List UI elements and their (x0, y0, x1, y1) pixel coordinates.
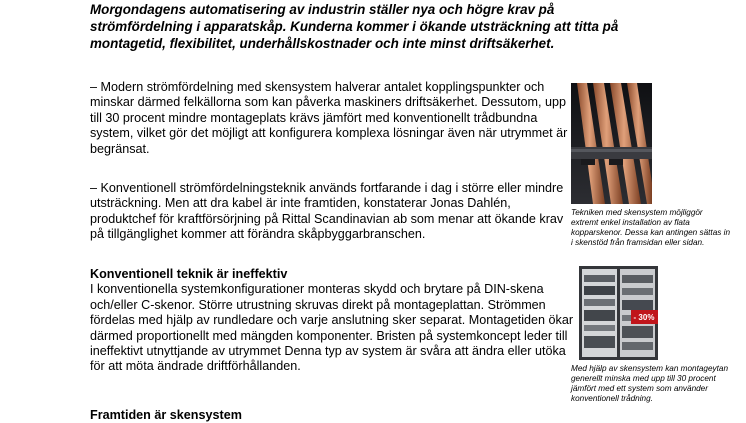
figure-caption-2 (571, 364, 731, 404)
lead-paragraph (90, 1, 650, 52)
busbar-photo (571, 83, 652, 204)
section-heading: Framtiden är skensystem (90, 408, 242, 422)
paragraph-text: – Konventionell strömfördelningsteknik används fortfarande i dag i större eller mindre utsträckning. Men att dra kabel är inte framtiden, konstaterar Jonas Dahlén, produktchef för kraftförsörjning på Rittal Scandinavian ab som menar att ökande krav på tillgänglighet kommer att förändra skåpbyggarbranschen. (90, 181, 564, 242)
section-body: I konventionella systemkonfigurationer monteras skydd och brytare på DIN-skena och/eller C-skenor. Större utrustning skruvas direkt på montageplattan. Strömmen fördelas med hjälp av rundledare och varje anslutning sker separat. Montagetiden ökar därmed proportionellt med mängden komponenter. Bristen på systemkoncept leder till ineffektivt utnyttjande av utrymmet Denna typ av system är svåra att ändra eller utöka för att möta ändrade driftförhållanden. (90, 282, 574, 374)
section-busbar-future (90, 408, 580, 423)
caption-text: Med hjälp av skensystem kan montageytan generellt minska med upp till 30 procent jämfört med ett system som använder konventionell trådning. (571, 364, 729, 403)
body-paragraph-1 (90, 80, 580, 157)
caption-text: Tekniken med skensystem möjliggör extremt enkel installation av flata kopparskenor. Dessa kan antingen sättas in i skenstöd från framsidan eller sidan. (571, 208, 730, 247)
reduction-badge-text: - 30% (633, 313, 655, 322)
lead-text: Morgondagens automatisering av industrin ställer nya och högre krav på strömfördelning i apparatskåp. Kunderna kommer i ökande utsträckning att titta på montagetid, flexibilitet, underhållskostnader och inte minst driftsäkerhet. (90, 2, 619, 51)
body-paragraph-2 (90, 181, 580, 243)
paragraph-text: – Modern strömfördelning med skensystem halverar antalet kopplingspunkter och minskar därmed felkällorna som kan påverka maskiners driftsäkerhet. Dessutom, upp till 30 procent mindre montageplats krävs jämfört med konventionellt trådbundna system, vilket gör det möjligt att konfigurera komplexa lösningar även när utrymmet är begränsat. (90, 80, 568, 156)
control-cabinet-photo (579, 266, 658, 360)
section-heading: Konventionell teknik är ineffektiv (90, 267, 288, 281)
figure-caption-1 (571, 208, 731, 248)
section-conventional-technique (90, 267, 580, 375)
